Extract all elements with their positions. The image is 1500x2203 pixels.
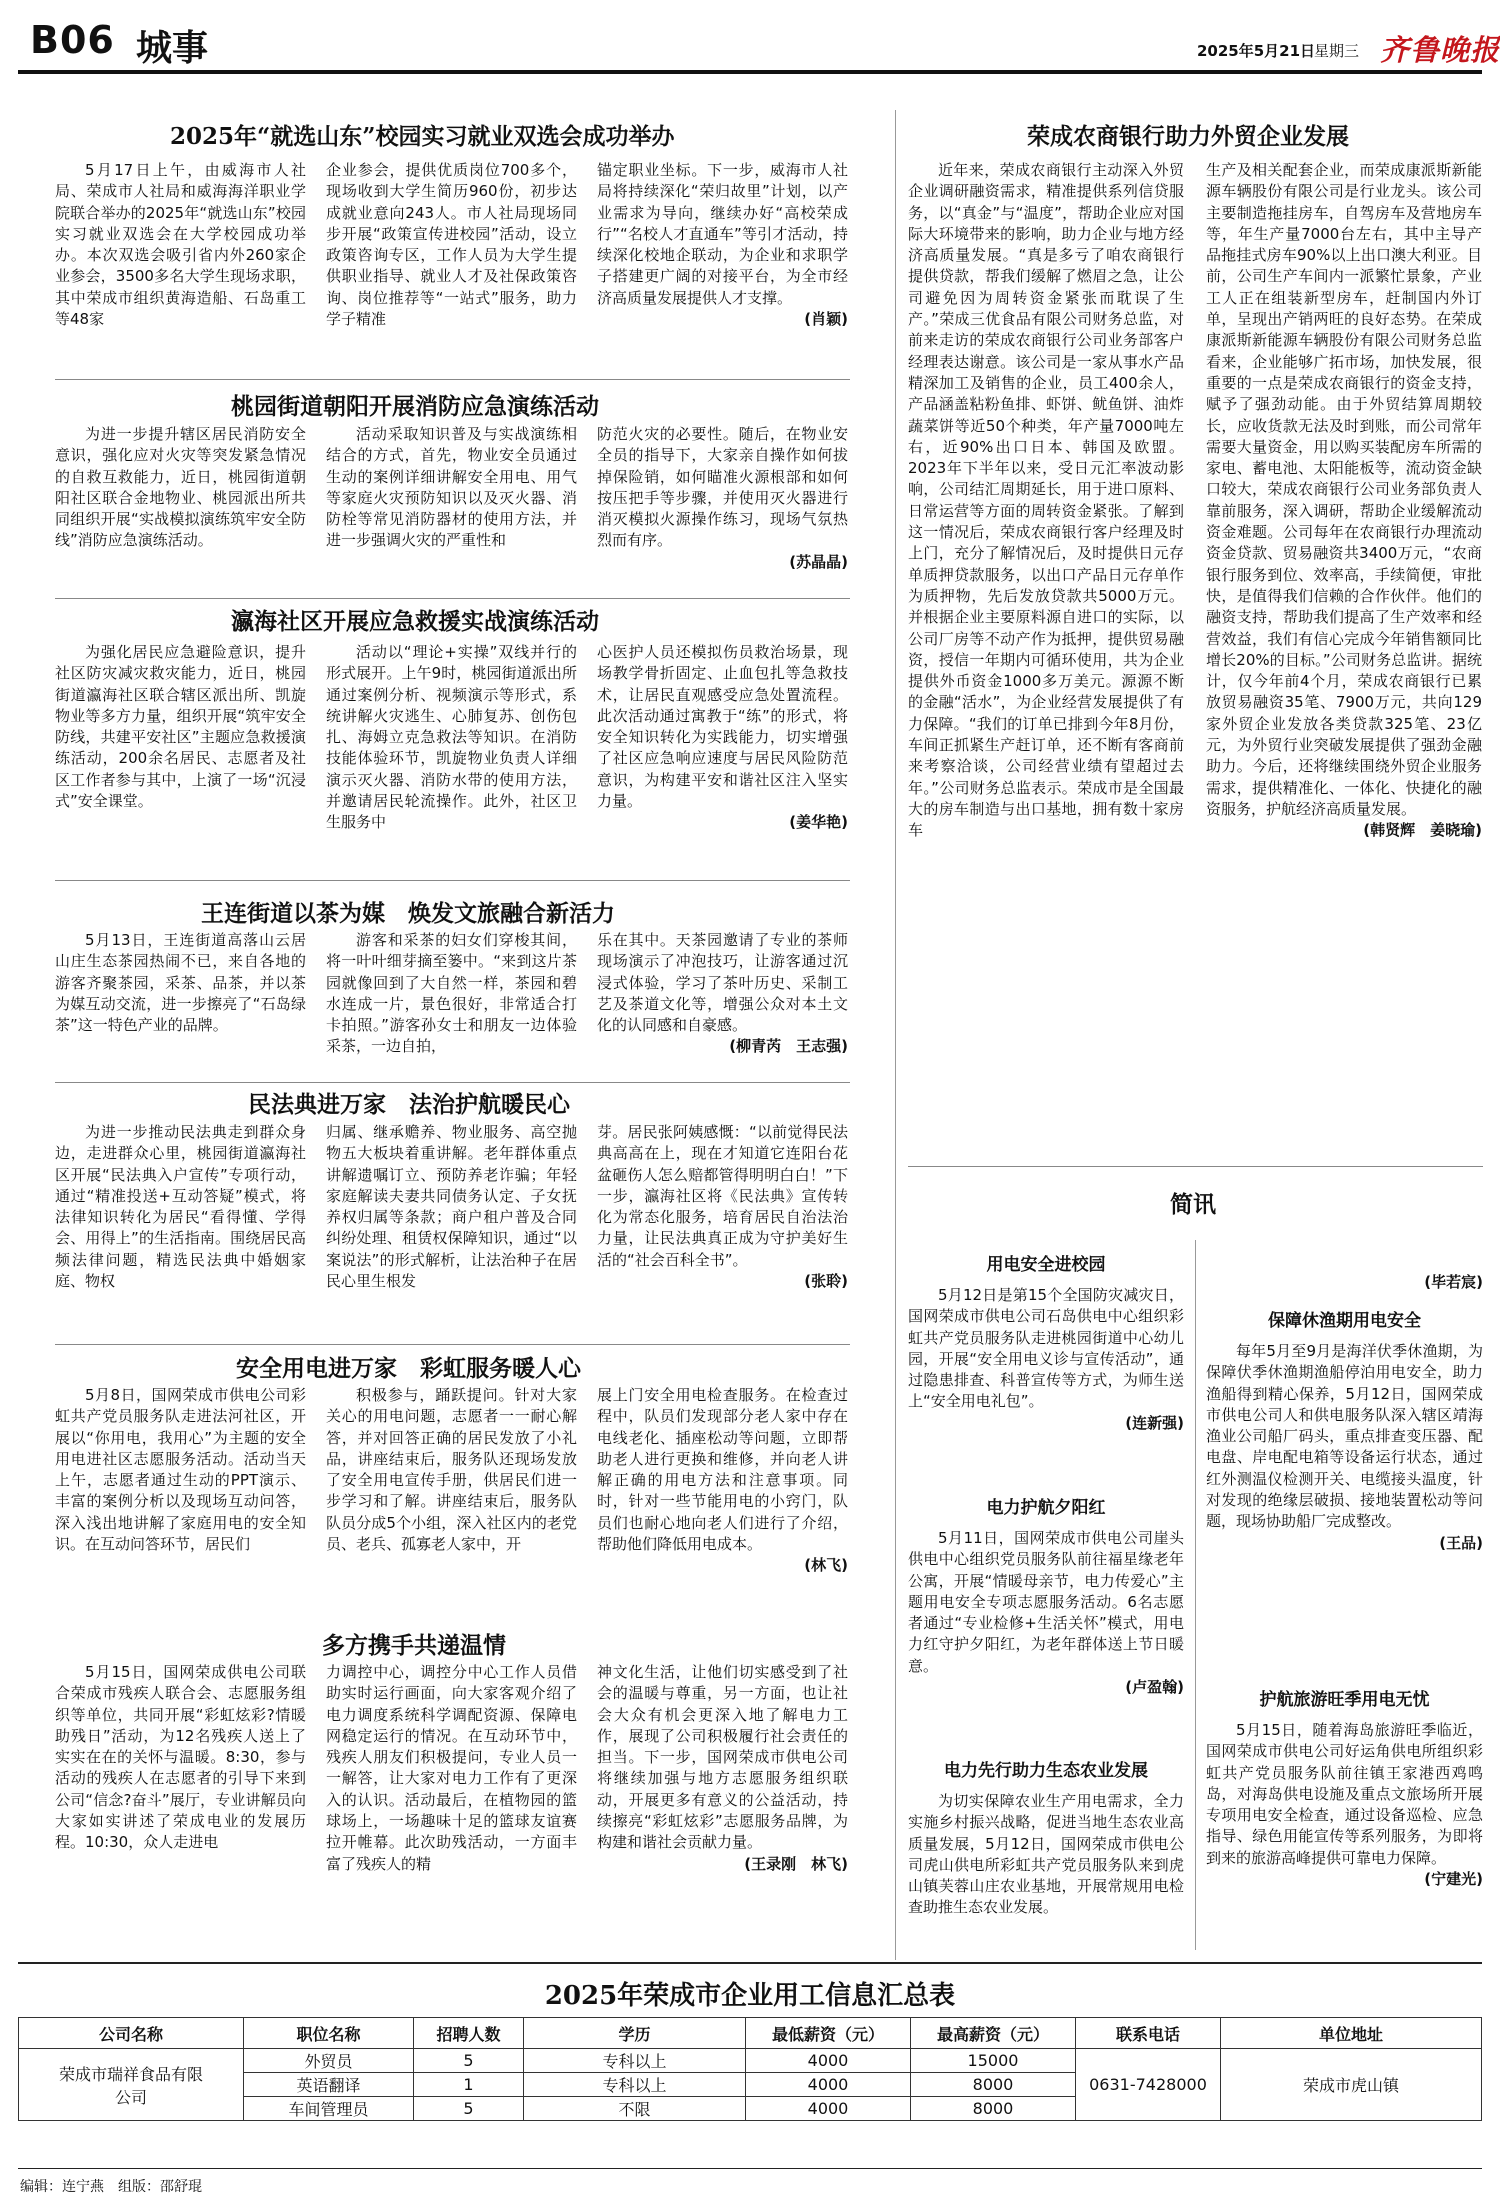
position-cell: 英语翻译 <box>244 2073 414 2097</box>
article-paragraph: 归属、继承赡养、物业服务、高空抛物五大板块着重讲解。老年群体重点讲解遗嘱订立、预防养老诈骗；年轻家庭解读夫妻共同债务认定、子女抚养权归属等条款；商户租户普及合同纠纷处理、租赁权保障知识，通过“以案说法”的形式解析，让法治种子在居民心里生根发 <box>326 1123 577 1291</box>
company-name: 荣成市瑞祥食品有限公司 <box>19 2049 244 2121</box>
brief-1 <box>908 1250 1184 1485</box>
byline: (连新强) <box>1125 1413 1184 1432</box>
article-paragraph: 5月13日，王连街道高落山云居山庄生态茶园热闹不已，来自各地的游客齐聚茶园，采茶、品茶，并以茶为媒互动交流，进一步擦亮了“石岛绿茶”这一特色产业的品牌。 <box>55 931 306 1035</box>
max-salary-cell: 8000 <box>911 2097 1076 2121</box>
count-cell: 5 <box>414 2097 524 2121</box>
brief-title: 电力护航夕阳红 <box>986 1498 1106 1518</box>
brief-text: 5月12日是第15个全国防灾减灾日，国网荣成市供电公司石岛供电中心组织彩虹共产党员服务队走进桃园街道中心幼儿园，开展“安全用电义诊与宣传活动”，通过隐患排查、科普宣传等方式，为师生送上“安全用电礼包”。 <box>908 1286 1184 1411</box>
article-separator <box>908 1166 1483 1167</box>
article-paragraph: 企业参会，提供优质岗位700多个，现场收到大学生简历960份，初步达成就业意向243人。市人社局现场同步开展“政策宣传进校园”活动，设立政策咨询专区，工作人员为大学生提供职业指导、就业人才及社保政策咨询、岗位推荐等“一站式”服务，助力学子精准 <box>326 161 577 329</box>
max-salary-cell: 15000 <box>911 2049 1076 2073</box>
masthead-rule <box>18 70 1482 74</box>
byline: (王录刚 林飞) <box>744 1854 848 1873</box>
article-paragraph: 积极参与，踊跃提问。针对大家关心的用电问题，志愿者一一耐心解答，并对回答正确的居民发放了小礼品，讲座结束后，服务队还现场发放了安全用电宣传手册，供居民们进一步学习和了解。讲座结束后，服务队队员分成5个小组，深入社区内的老党员、老兵、孤寡老人家中，开 <box>326 1386 577 1554</box>
column-header: 最高薪资（元） <box>911 2018 1076 2049</box>
brief-text: 每年5月至9月是海洋伏季休渔期，为保障伏季休渔期渔船停泊用电安全，助力渔船得到精心保养，5月12日，国网荣成市供电公司人和供电服务队深入辖区靖海渔业公司船厂码头，重点排查变压器、配电盘、岸电配电箱等设备运行状态，通过红外测温仪检测开关、电缆接头温度，针对发现的绝缘层破损、接地装置松动等问题，现场协助船厂完成整改。 <box>1206 1342 1483 1531</box>
table-row <box>19 2049 1482 2073</box>
article-separator <box>55 1082 850 1083</box>
article-separator <box>55 880 850 881</box>
count-cell: 5 <box>414 2049 524 2073</box>
article-paragraph: 生产及相关配套企业，而荣成康派斯新能源车辆股份有限公司是行业龙头。该公司主要制造拖挂房车，自驾房车及营地房车等，年生产量7000台左右，其中主导产品拖挂式房车90%以上出口澳大利亚。目前，公司生产车间内一派繁忙景象，产业工人正在组装新型房车，赶制国内外订单，呈现出产销两旺的良好态势。在荣成康派斯新能源车辆股份有限公司财务总监看来，企业能够广拓市场，加快发展，很重要的一点是荣成农商银行的资金支持，赋予了强劲动能。由于外贸结算周期较长，应收货款无法及时到账，而公司常年需要大量资金，用以购买装配房车所需的家电、蓄电池、太阳能板等，流动资金缺口较大，荣成农商银行公司业务部负责人靠前服务，深入调研，帮助企业缓解流动资金难题。公司每年在农商银行办理流动资金贷款、贸易融资共3400万元，“农商银行服务到位、效率高，手续简便，审批快，是值得我们信赖的合作伙伴。他们的融资支持，帮助我们提高了生产效率和经营效益，我们有信心完成今年销售额同比增长20%的目标。”公司财务总监讲。据统计，仅今年前4个月，荣成农商银行已累放贸易融资35笔、7900万元，共向129家外贸企业发放各类贷款325笔、23亿元，为外贸行业突破发展提供了强劲金融助力。今后，还将继续围绕外贸企业服务需求，提供精准化、一体化、快捷化的融资服务，护航经济高质量发展。 <box>1206 161 1482 818</box>
article-paragraph: 防范火灾的必要性。随后，在物业安全员的指导下，大家亲自操作如何拔掉保险销，如何瞄准火源根部和如何按压把手等步骤，并使用灭火器进行消灭模拟火源操作练习，现场气氛热烈而有序。 <box>597 425 848 550</box>
article-paragraph: 近年来，荣成农商银行主动深入外贸企业调研融资需求，精准提供系列信贷服务，以“真金”与“温度”，帮助企业应对国际大环境带来的影响，助力企业与地方经济高质量发展。“真是多亏了咱农商银行提供贷款，帮我们缓解了燃眉之急，让公司避免因为周转资金紧张而耽误了生产。”荣成三优食品有限公司财务总监，对前来走访的荣成农商银行公司业务部客户经理表达谢意。该公司是一家从事水产品精深加工及销售的企业，员工400余人，产品涵盖粘粉鱼排、虾饼、鱿鱼饼、油炸蔬菜饼等近50个种类，年产量7000吨左右，近90%出口日本、韩国及欧盟。2023年下半年以来，受日元汇率波动影响，公司结汇周期延长，用于进口原料、日常运营等方面的周转资金紧张。了解到这一情况后，荣成农商银行客户经理及时上门，充分了解情况后，及时提供日元存单质押贷款服务，以出口产品日元存单作为质押物，先后发放贷款共5000万元。并根据企业主要原料源自进口的实际，以公司厂房等不动产作为抵押，提供贸易融资，授信一年期内可循环使用，共为企业提供外币资金1000多万美元。源源不断的金融“活水”，为企业经营发展提供了有力保障。“我们的订单已排到今年8月份，车间正抓紧生产赶订单，还不断有客商前来考察洽谈，公司经营业绩有望超过去年。”公司财务总监表示。荣成市是全国最大的房车制造与出口基地，拥有数十家房车 <box>908 161 1184 840</box>
article-paragraph: 锚定职业坐标。下一步，威海市人社局将持续深化“荣归故里”计划，以产业需求为导向，继续办好“高校荣成行”“名校人才直通车”等引才活动，持续深化校地企联动，为企业和求职学子搭建更广阔的对接平台，为全市经济高质量发展提供人才支撑。 <box>597 161 848 307</box>
masthead <box>0 0 1500 74</box>
article-paragraph: 活动采取知识普及与实战演练相结合的方式，首先，物业安全员通过生动的案例详细讲解安全用电、用气等家庭火灾预防知识以及灭火器、消防栓等常见消防器材的使用方法，并进一步强调火灾的严重性和 <box>326 425 577 550</box>
table-header-row <box>19 2018 1482 2049</box>
byline: (王品) <box>1439 1533 1483 1552</box>
byline: (张聆) <box>804 1272 848 1291</box>
article-body-job-fair <box>55 160 850 368</box>
column-divider <box>895 110 896 1960</box>
brief-title: 护航旅游旺季用电无忧 <box>1259 1690 1430 1710</box>
article-paragraph: 展上门安全用电检查服务。在检查过程中，队员们发现部分老人家中存在电线老化、插座松动等问题，立即帮助老人进行更换和维修，并向老人讲解正确的用电方法和注意事项。同时，针对一些节能用电的小窍门，队员们也耐心地向老人们进行了介绍，帮助他们降低用电成本。 <box>597 1386 848 1554</box>
briefs-heading: 简讯 <box>1170 1191 1216 1218</box>
byline: (宁建光) <box>1424 1870 1483 1889</box>
column-header: 学历 <box>524 2018 746 2049</box>
article-paragraph: 5月8日，国网荣成市供电公司彩虹共产党员服务队走进法河社区，开展以“你用电，我用心”为主题的安全用电进社区志愿服务活动。活动当天上午，志愿者通过生动的PPT演示、丰富的案例分析以及现场互动问答，深入浅出地讲解了家庭用电的安全知识。在互动问答环节，居民们 <box>55 1386 306 1554</box>
education-cell: 专科以上 <box>524 2049 746 2073</box>
article-separator <box>55 1344 850 1345</box>
byline: (韩贤辉 姜晓瑜) <box>1363 821 1482 840</box>
position-cell: 车间管理员 <box>244 2097 414 2121</box>
article-paragraph: 活动以“理论+实操”双线并行的形式展开。上午9时，桃园街道派出所通过案例分析、视频演示等形式，系统讲解火灾逃生、心肺复苏、创伤包扎、海姆立克急救法等知识。在消防技能体验环节，凯旋物业负责人详细演示灭火器、消防水带的使用方法，并邀请居民轮流操作。此外，社区卫生服务中 <box>326 643 577 832</box>
article-separator <box>55 598 850 599</box>
section-name: 城事 <box>136 27 209 69</box>
byline: (林飞) <box>804 1556 848 1575</box>
byline: (毕若宸) <box>1424 1273 1483 1291</box>
column-header: 公司名称 <box>19 2018 244 2049</box>
article-paragraph: 神文化生活，让他们切实感受到了社会的温暖与尊重，另一方面，也让社会大众有机会更深入地了解电力工作，展现了公司积极履行社会责任的担当。下一步，国网荣成市供电公司将继续加强与地方志愿服务组织联动，开展更多有意义的公益活动，持续擦亮“彩虹炫彩”志愿服务品牌，为构建和谐社会贡献力量。 <box>597 1663 848 1852</box>
column-header: 联系电话 <box>1076 2018 1221 2049</box>
position-cell: 外贸员 <box>244 2049 414 2073</box>
company-address: 荣成市虎山镇 <box>1221 2049 1482 2121</box>
article-body-tea <box>55 930 850 1080</box>
brief-3-cont <box>1206 1244 1483 1296</box>
article-paragraph: 5月17日上午，由威海市人社局、荣成市人社局和威海海洋职业学院联合举办的2025年“就选山东”校园实习就业双选会在大学校园成功举办。本次双选会吸引省内外260家企业参会，3500多名大学生现场求职，其中荣成市组织黄海造船、石岛重工等48家 <box>55 161 306 329</box>
article-body-civil-code <box>55 1122 850 1342</box>
article-paragraph: 力调控中心，调控分中心工作人员借助实时运行画面，向大家客观介绍了电力调度系统科学调配资源、保障电网稳定运行的情况。在互动环节中，残疾人朋友们积极提问，专业人员一一解答，让大家对电力工作有了更深入的认识。活动最后，在植物园的篮球场上，一场趣味十足的篮球友谊赛拉开帷幕。此次助残活动，一方面丰富了残疾人的精 <box>326 1663 577 1873</box>
article-paragraph: 芽。居民张阿姨感慨：“以前觉得民法典高高在上，现在才知道它连阳台花盆砸伤人怎么赔都管得明明白白！”下一步，瀛海社区将《民法典》宣传转化为常态化服务，培育居民自治法治力量，让民法典真正成为守护美好生活的“社会百科全书”。 <box>597 1123 848 1269</box>
article-paragraph: 为进一步提升辖区居民消防安全意识，强化应对火灾等突发紧急情况的自救互救能力，近日，桃园街道朝阳社区联合金地物业、桃园派出所共同组织开展“实战模拟演练筑牢安全防线”消防应急演练活动。 <box>55 425 306 550</box>
article-paragraph: 5月15日，国网荣成供电公司联合荣成市残疾人联合会、志愿服务组织等单位，共同开展“彩虹炫彩?情暖助残日”活动，为12名残疾人送上了实实在在的关怀与温暖。8:30，参与活动的残疾人在志愿者的引导下来到公司“信念?奋斗”展厅，专业讲解员向大家如实讲述了荣成电业的发展历程。10:30，众人走进电 <box>55 1663 306 1852</box>
column-header: 最低薪资（元） <box>746 2018 911 2049</box>
table-title: 2025年荣成市企业用工信息汇总表 <box>544 1981 956 2011</box>
article-title-safe-power: 安全用电进万家 彩虹服务暖人心 <box>236 1355 581 1382</box>
briefs-divider <box>1195 1240 1196 1950</box>
article-paragraph: 为进一步推动民法典走到群众身边，走进群众心里，桃园街道瀛海社区开展“民法典入户宣传”专项行动，通过“精准投送+互动答疑”模式，将法律知识转化为居民“看得懂、学得会、用得上”的生活指南。围绕居民高频法律问题，精选民法典中婚姻家庭、物权 <box>55 1123 306 1291</box>
brief-title: 用电安全进校园 <box>986 1255 1106 1275</box>
article-paragraph: 心医护人员还模拟伤员救治场景，现场教学骨折固定、止血包扎等急救技术，让居民直观感受应急处置流程。此次活动通过寓教于“练”的形式，将安全知识转化为实践能力，切实增强了社区应急响应速度与居民风险防范意识，为构建平安和谐社区注入坚实力量。 <box>597 643 848 811</box>
byline: (肖颖) <box>804 310 848 329</box>
article-paragraph: 为强化居民应急避险意识，提升社区防灾减灾救灾能力，近日，桃园街道瀛海社区联合辖区派出所、凯旋物业等多方力量，组织开展“筑牢安全防线，共建平安社区”主题应急救援演练活动，200余名居民、志愿者及社区工作者参与其中，上演了一场“沉浸式”安全课堂。 <box>55 643 306 811</box>
article-title-civil-code: 民法典进万家 法治护航暖民心 <box>248 1091 570 1118</box>
column-header: 招聘人数 <box>414 2018 524 2049</box>
brief-4 <box>1206 1306 1483 1671</box>
article-body-bank <box>908 160 1483 1160</box>
column-header: 职位名称 <box>244 2018 414 2049</box>
brief-title: 电力先行助力生态农业发展 <box>944 1761 1148 1781</box>
editor-credits: 编辑：连宁燕 组版：邵舒琨 <box>20 2179 202 2195</box>
byline: (卢盈翰) <box>1125 1678 1184 1697</box>
max-salary-cell: 8000 <box>911 2073 1076 2097</box>
issue-weekday: 星期三 <box>1314 42 1360 60</box>
article-paragraph: 乐在其中。天茶园邀请了专业的茶师现场演示了冲泡技巧，让游客通过沉浸式体验，学习了茶叶历史、采制工艺及茶道文化等，增强公众对本土文化的认同感和自豪感。 <box>597 931 848 1035</box>
article-title-fire-drill: 桃园街道朝阳开展消防应急演练活动 <box>231 393 599 420</box>
brief-text: 为切实保障农业生产用电需求，全力实施乡村振兴战略，促进当地生态农业高质量发展，5月12日，国网荣成市供电公司虎山供电所彩虹共产党员服务队来到虎山镇芙蓉山庄农业基地，开展常规用电检查助推生态农业发展。 <box>908 1792 1184 1917</box>
education-cell: 不限 <box>524 2097 746 2121</box>
byline: (姜华艳) <box>789 813 848 832</box>
brief-text: 5月11日，国网荣成市供电公司崖头供电中心组织党员服务队前往福星缘老年公寓，开展“情暖母亲节，电力传爱心”主题用电安全专项志愿服务活动。6名志愿者通过“专业检修+生活关怀”模式，用电力红守护夕阳红，为老年群体送上节日暖意。 <box>908 1529 1184 1675</box>
article-title-warmth: 多方携手共递温情 <box>322 1632 506 1659</box>
article-title-job-fair: 2025年“就选山东”校园实习就业双选会成功举办 <box>170 123 675 150</box>
footer-rule <box>18 2168 1482 2169</box>
article-title-tea: 王连街道以茶为媒 焕发文旅融合新活力 <box>201 900 615 927</box>
education-cell: 专科以上 <box>524 2073 746 2097</box>
article-title-bank: 荣成农商银行助力外贸企业发展 <box>1027 123 1349 150</box>
brief-title: 保障休渔期用电安全 <box>1268 1311 1421 1331</box>
article-body-safe-power <box>55 1385 850 1605</box>
byline: (柳青芮 王志强) <box>729 1037 848 1056</box>
contact-phone: 0631-7428000 <box>1076 2049 1221 2121</box>
column-header: 单位地址 <box>1221 2018 1482 2049</box>
job-info-table <box>18 2017 1482 2121</box>
brief-2 <box>908 1493 1184 1758</box>
page-code: B06 <box>30 18 115 62</box>
brief-text: 5月15日，随着海岛旅游旺季临近，国网荣成市供电公司好运角供电所组织彩虹共产党员服务队前往镇王家港西鸡鸣岛，对海岛供电设施及重点文旅场所开展专项用电安全检查，通过设备巡检、应急指导、绿色用能宣传等系列服务，为即将到来的旅游高峰提供可靠电力保障。 <box>1206 1721 1483 1867</box>
issue-date: 2025年5月21日 <box>1197 42 1316 60</box>
min-salary-cell: 4000 <box>746 2097 911 2121</box>
min-salary-cell: 4000 <box>746 2049 911 2073</box>
article-body-rescue-drill <box>55 642 850 877</box>
paper-logo: 齐鲁晚报 <box>1380 33 1500 67</box>
min-salary-cell: 4000 <box>746 2073 911 2097</box>
article-body-fire-drill <box>55 424 850 594</box>
count-cell: 1 <box>414 2073 524 2097</box>
table-top-rule <box>18 1962 1482 1964</box>
article-separator <box>55 379 850 380</box>
article-title-rescue-drill: 瀛海社区开展应急救援实战演练活动 <box>231 608 599 635</box>
brief-5 <box>1206 1685 1483 1980</box>
brief-3 <box>908 1756 1184 1941</box>
byline: (苏晶晶) <box>789 552 848 571</box>
article-body-warmth <box>55 1662 850 1950</box>
article-paragraph: 游客和采茶的妇女们穿梭其间，将一叶叶细芽摘至篓中。“来到这片茶园就像回到了大自然一样，茶园和碧水连成一片，景色很好，非常适合打卡拍照。”游客孙女士和朋友一边体验采茶，一边自拍， <box>326 931 577 1056</box>
